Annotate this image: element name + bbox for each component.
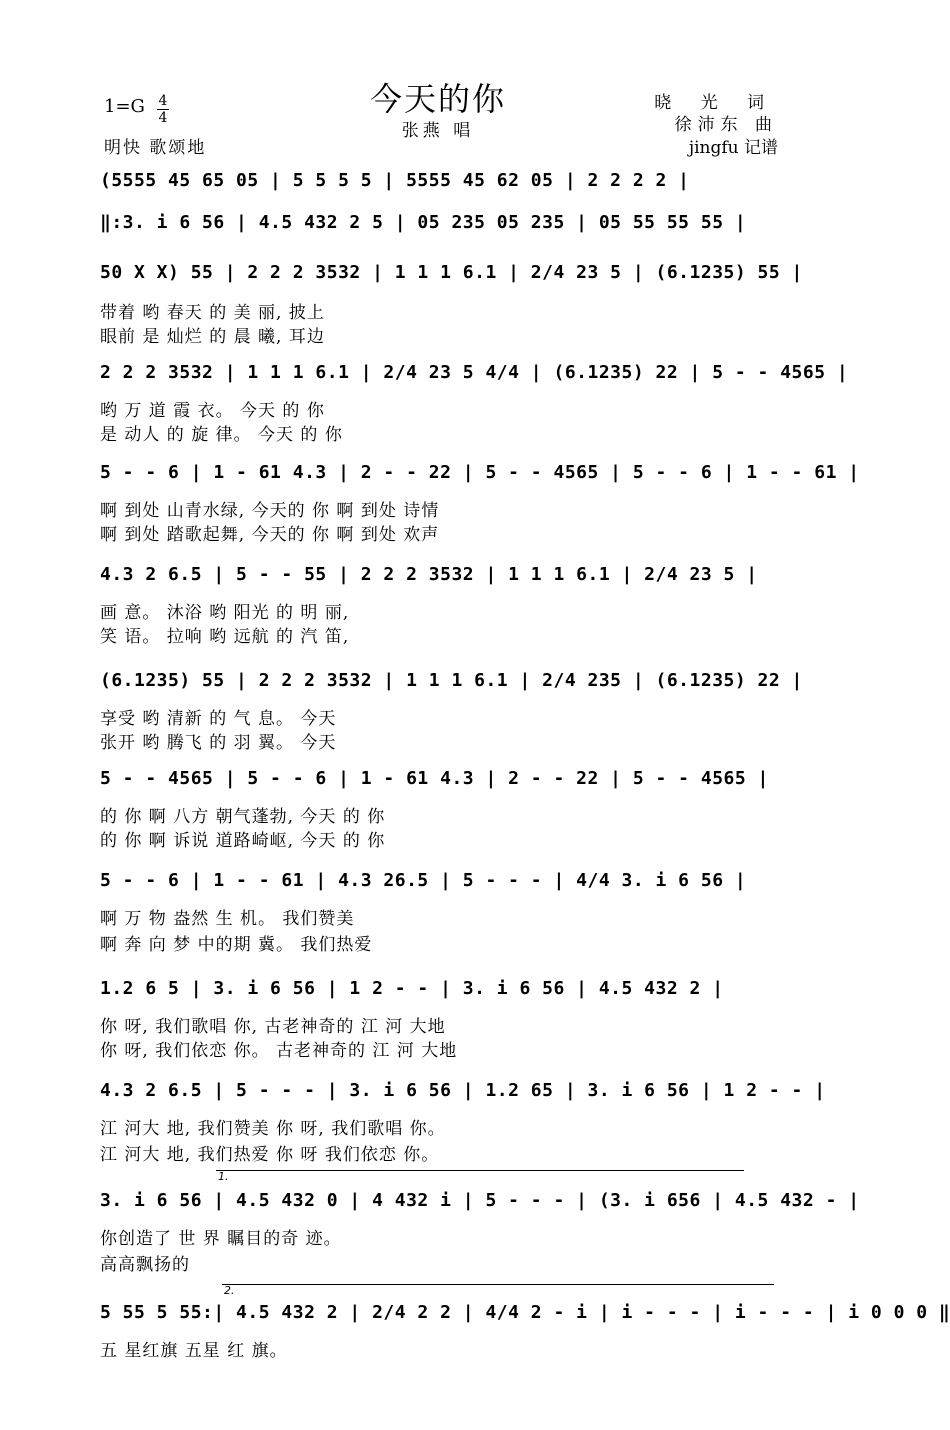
lyric-line-12-verse-1: 你创造了 世 界 瞩目的奇 迹。 — [100, 1229, 342, 1249]
lyric-line-5-verse-2: 啊 到处 踏歌起舞, 今天的 你 啊 到处 欢声 — [100, 525, 440, 545]
lyric-line-4-verse-1: 哟 万 道 霞 衣。 今天 的 你 — [100, 401, 325, 421]
notation-line-13: 5 55 5 55:| 4.5 432 2 | 2/4 2 2 | 4/4 2 - i | i - - - | i - - - | i 0 0 0 ‖ — [100, 1302, 950, 1323]
first-ending-label: 1. — [218, 1170, 229, 1183]
lyric-line-7-verse-2: 张开 哟 腾飞 的 羽 翼。 今天 — [100, 733, 337, 753]
transcriber-credit: jingfu 记谱 — [688, 138, 778, 158]
lyric-line-10-verse-1: 你 呀, 我们歌唱 你, 古老神奇的 江 河 大地 — [100, 1017, 446, 1037]
notation-line-1: (5555 45 65 05 | 5 5 5 5 | 5555 45 62 05 | 2 2 2 2 | — [100, 170, 690, 191]
singer-credit: 张燕 唱 — [401, 121, 475, 141]
notation-line-3: 50 X X) 55 | 2 2 2 3532 | 1 1 1 6.1 | 2/4 23 5 | (6.1235) 55 | — [100, 262, 803, 283]
lyric-line-8-verse-2: 的 你 啊 诉说 道路崎岖, 今天 的 你 — [100, 831, 386, 851]
key-signature: 1=G — [104, 96, 145, 117]
notation-line-2: ‖:3. i 6 56 | 4.5 432 2 5 | 05 235 05 235 | 05 55 55 55 | — [100, 212, 747, 233]
time-signature-top: 4 — [158, 93, 168, 109]
time-signature-bottom: 4 — [158, 110, 168, 126]
notation-line-4: 2 2 2 3532 | 1 1 1 6.1 | 2/4 23 5 4/4 | (6.1235) 22 | 5 - - 4565 | — [100, 362, 849, 383]
second-ending-label: 2. — [224, 1284, 235, 1297]
lyric-line-9-verse-2: 啊 奔 向 梦 中的期 冀。 我们热爱 — [100, 935, 373, 955]
composer-credit: 徐沛东 曲 — [674, 115, 778, 135]
lyric-line-7-verse-1: 享受 哟 清新 的 气 息。 今天 — [100, 709, 337, 729]
lyric-line-10-verse-2: 你 呀, 我们依恋 你。 古老神奇的 江 河 大地 — [100, 1041, 458, 1061]
lyric-line-11-verse-1: 江 河大 地, 我们赞美 你 呀, 我们歌唱 你。 — [100, 1119, 446, 1139]
first-ending-bracket — [216, 1170, 744, 1171]
notation-line-5: 5 - - 6 | 1 - 61 4.3 | 2 - - 22 | 5 - - 4565 | 5 - - 6 | 1 - - 61 | — [100, 462, 860, 483]
notation-line-6: 4.3 2 6.5 | 5 - - 55 | 2 2 2 3532 | 1 1 1 6.1 | 2/4 23 5 | — [100, 564, 758, 585]
lyric-line-6-verse-1: 画 意。 沐浴 哟 阳光 的 明 丽, — [100, 603, 350, 623]
song-title: 今天的你 — [369, 80, 506, 118]
notation-line-8: 5 - - 4565 | 5 - - 6 | 1 - 61 4.3 | 2 - - 22 | 5 - - 4565 | — [100, 768, 769, 789]
lyric-line-6-verse-2: 笑 语。 拉响 哟 远航 的 汽 笛, — [100, 627, 350, 647]
notation-line-10: 1.2 6 5 | 3. i 6 56 | 1 2 - - | 3. i 6 56 | 4.5 432 2 | — [100, 978, 724, 999]
lyricist-credit: 晓 光 词 — [654, 93, 776, 113]
lyric-line-9-verse-1: 啊 万 物 盎然 生 机。 我们赞美 — [100, 909, 355, 929]
lyric-line-5-verse-1: 啊 到处 山青水绿, 今天的 你 啊 到处 诗情 — [100, 501, 440, 521]
lyric-line-3-verse-2: 眼前 是 灿烂 的 晨 曦, 耳边 — [100, 327, 325, 347]
notation-line-12: 3. i 6 56 | 4.5 432 0 | 4 432 i | 5 - - - | (3. i 656 | 4.5 432 - | — [100, 1190, 860, 1211]
second-ending-bracket — [222, 1284, 774, 1285]
lyric-line-8-verse-1: 的 你 啊 八方 朝气蓬勃, 今天 的 你 — [100, 807, 386, 827]
notation-line-9: 5 - - 6 | 1 - - 61 | 4.3 26.5 | 5 - - - | 4/4 3. i 6 56 | — [100, 870, 747, 891]
lyric-line-12-verse-2: 高高飘扬的 — [100, 1255, 190, 1275]
tempo-marking: 明快 歌颂地 — [104, 138, 207, 158]
lyric-line-11-verse-2: 江 河大 地, 我们热爱 你 呀 我们依恋 你。 — [100, 1145, 440, 1165]
notation-line-7: (6.1235) 55 | 2 2 2 3532 | 1 1 1 6.1 | 2/4 235 | (6.1235) 22 | — [100, 670, 803, 691]
time-signature — [157, 94, 169, 125]
lyric-line-4-verse-2: 是 动人 的 旋 律。 今天 的 你 — [100, 425, 343, 445]
notation-line-11: 4.3 2 6.5 | 5 - - - | 3. i 6 56 | 1.2 65 | 3. i 6 56 | 1 2 - - | — [100, 1080, 826, 1101]
lyric-line-3-verse-1: 带着 哟 春天 的 美 丽, 披上 — [100, 303, 325, 323]
lyric-line-13: 五 星红旗 五星 红 旗。 — [100, 1341, 288, 1361]
